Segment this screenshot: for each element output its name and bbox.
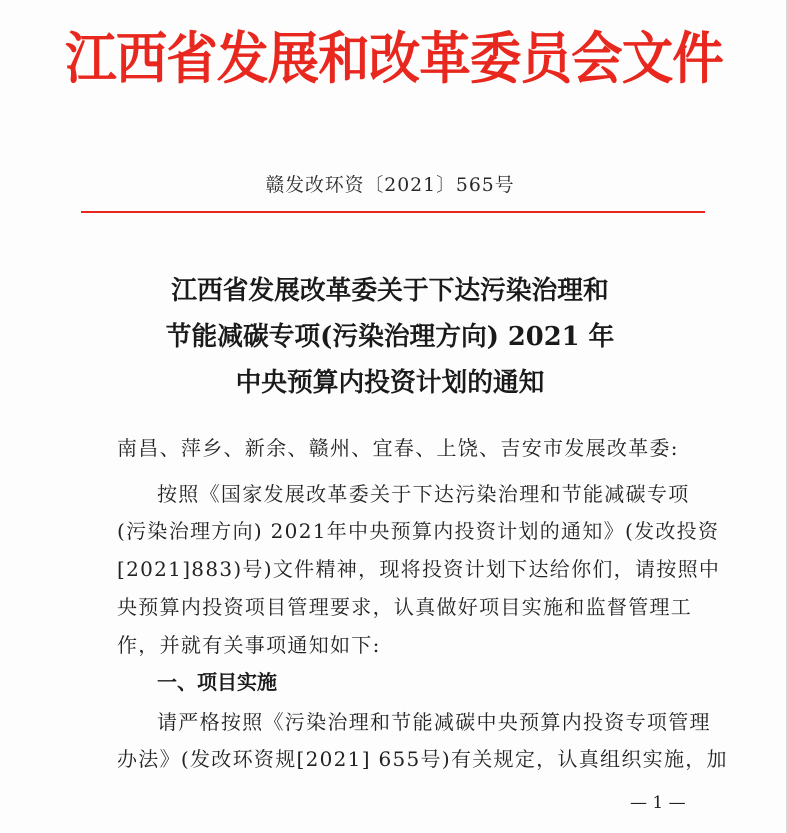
- paragraph-line: 按照《国家发展改革委关于下达污染治理和节能减碳专项: [157, 482, 690, 506]
- paragraph-line: (污染治理方向) 2021年中央预算内投资计划的通知》(发改投资: [117, 519, 720, 543]
- red-divider-line: [81, 211, 705, 213]
- document-title-line-2: 节能减碳专项(污染治理方向) 2021 年: [165, 322, 615, 352]
- document-title-line-3: 中央预算内投资计划的通知: [235, 368, 545, 398]
- document-masthead: 江西省发展和改革委员会文件: [65, 26, 723, 92]
- paragraph-line: 办法》(发改环资规[2021] 655号)有关规定，认真组织实施，加: [117, 747, 728, 771]
- paragraph-line: 央预算内投资项目管理要求，认真做好项目实施和监督管理工: [117, 595, 693, 619]
- paragraph-line: [2021]883)号)文件精神，现将投资计划下达给你们，请按照中: [117, 557, 721, 581]
- addressee-line: 南昌、萍乡、新余、赣州、宜春、上饶、吉安市发展改革委:: [117, 436, 679, 460]
- document-number: 赣发改环资〔2021〕565号: [265, 174, 515, 196]
- page-number: — 1 —: [630, 793, 686, 813]
- paragraph-line: 请严格按照《污染治理和节能减碳中央预算内投资专项管理: [157, 710, 711, 734]
- paragraph-line: 作，并就有关事项通知如下:: [117, 633, 381, 657]
- document-title-line-1: 江西省发展改革委关于下达污染治理和: [171, 276, 609, 306]
- section-heading: 一、项目实施: [157, 670, 277, 694]
